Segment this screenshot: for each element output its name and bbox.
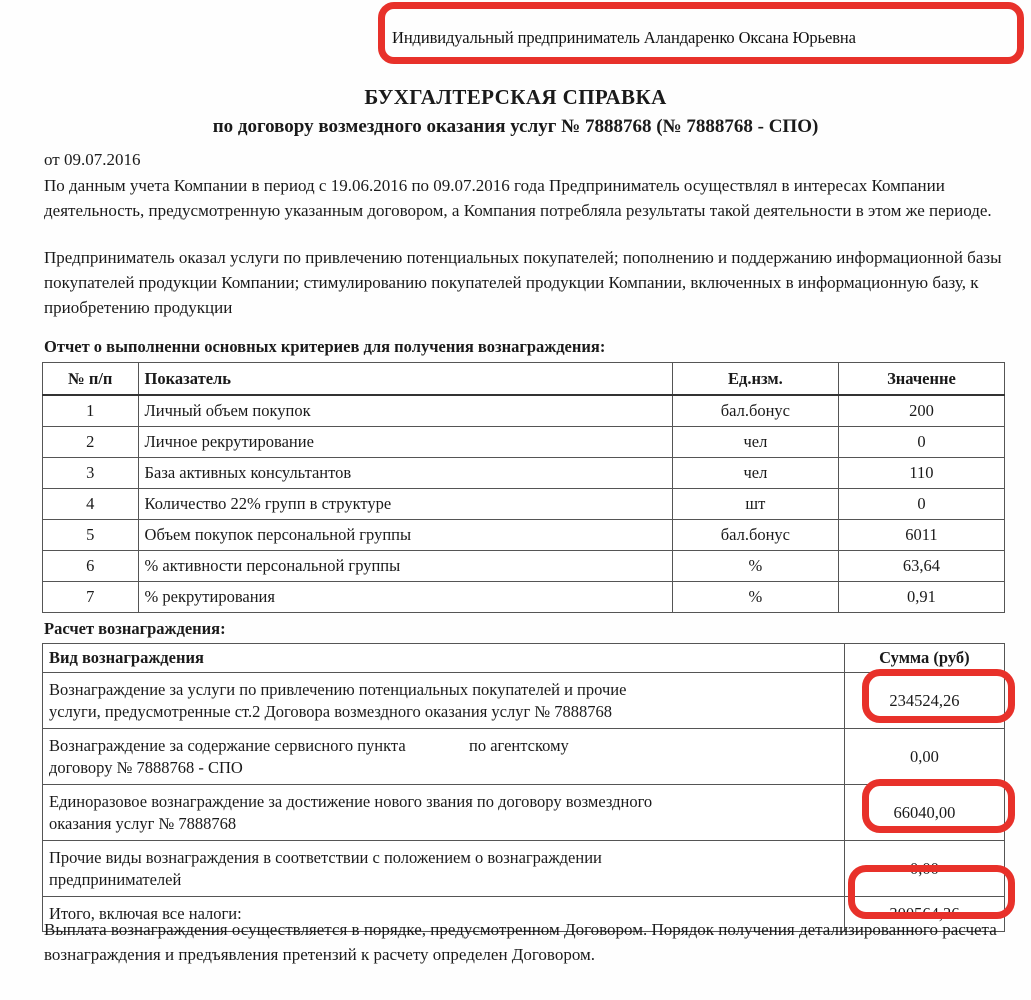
cell-unit: чел xyxy=(672,427,838,458)
cell-value: 110 xyxy=(838,458,1004,489)
criteria-table xyxy=(42,362,1005,613)
cell-indicator: % активности персональной группы xyxy=(138,551,672,582)
column-header-value: Значенне xyxy=(838,363,1004,396)
table-row xyxy=(43,582,1005,613)
body-paragraph-1: По данным учета Компании в период с 19.06.2016 по 09.07.2016 года Предприниматель осуществлял в интересах Компании деятельность, предусмотренную указанным договором, а Компания потребляла результаты такой деятельности в этом же периоде. xyxy=(44,176,992,220)
cell-amount: 234524,26 xyxy=(844,673,1004,729)
cell-value: 0,91 xyxy=(838,582,1004,613)
column-header-indicator: Показатель xyxy=(138,363,672,396)
reward-line-2: услуги, предусмотренные ст.2 Договора возмездного оказания услуг № 7888768 xyxy=(49,701,612,721)
table-header-row xyxy=(43,363,1005,396)
document-subtitle: по договору возмездного оказания услуг № 7888768 (№ 7888768 - СПО) xyxy=(212,116,819,137)
column-header-unit: Ед.нзм. xyxy=(672,363,838,396)
cell-value: 0 xyxy=(838,427,1004,458)
cell-value: 6011 xyxy=(838,520,1004,551)
cell-unit: чел xyxy=(672,458,838,489)
cell-indicator: Личное рекрутирование xyxy=(138,427,672,458)
table-row xyxy=(43,427,1005,458)
table-row xyxy=(43,673,1005,729)
table-row xyxy=(43,520,1005,551)
table-header-row xyxy=(43,644,1005,673)
reward-line-2: предпринимателей xyxy=(49,869,182,889)
cell-indicator: База активных консультантов xyxy=(138,458,672,489)
cell-amount: 0,00 xyxy=(844,729,1004,785)
calculation-table xyxy=(42,643,1005,932)
cell-unit: % xyxy=(672,582,838,613)
cell-indicator: Объем покупок персональной группы xyxy=(138,520,672,551)
column-header-reward-type: Вид вознаграждения xyxy=(43,644,845,673)
cell-unit: бал.бонус xyxy=(672,395,838,427)
column-header-amount: Сумма (руб) xyxy=(844,644,1004,673)
table-row xyxy=(43,785,1005,841)
cell-value: 0 xyxy=(838,489,1004,520)
cell-number: 1 xyxy=(43,395,139,427)
table-row xyxy=(43,551,1005,582)
cell-reward-type xyxy=(43,785,845,841)
cell-indicator: % рекрутирования xyxy=(138,582,672,613)
cell-indicator: Личный объем покупок xyxy=(138,395,672,427)
reward-line-1: Вознаграждение за услуги по привлечению потенциальных покупателей и прочие xyxy=(49,679,627,699)
cell-unit: бал.бонус xyxy=(672,520,838,551)
cell-reward-type xyxy=(43,729,845,785)
table-row xyxy=(43,841,1005,897)
cell-amount: 0,00 xyxy=(844,841,1004,897)
cell-value: 63,64 xyxy=(838,551,1004,582)
cell-indicator: Количество 22% групп в структуре xyxy=(138,489,672,520)
cell-value: 200 xyxy=(838,395,1004,427)
cell-number: 4 xyxy=(43,489,139,520)
table-row xyxy=(43,458,1005,489)
cell-unit: шт xyxy=(672,489,838,520)
reward-line-1-wrap xyxy=(49,735,838,757)
organization-header-text: Индивидуальный предприниматель Аландаренко Оксана Юрьевна xyxy=(392,28,856,47)
cell-number: 5 xyxy=(43,520,139,551)
criteria-section-caption: Отчет о выполненни основных критериев для получения вознаграждения: xyxy=(44,337,606,356)
cell-total-label: Итого, включая все налоги: xyxy=(43,897,845,932)
document-date: от 09.07.2016 xyxy=(44,150,141,169)
reward-line-2: оказания услуг № 7888768 xyxy=(49,813,237,833)
cell-reward-type xyxy=(43,673,845,729)
reward-line-1: Единоразовое вознаграждение за достижение нового звания по договору возмездного xyxy=(49,791,653,811)
cell-number: 7 xyxy=(43,582,139,613)
cell-unit: % xyxy=(672,551,838,582)
cell-total-amount: 300564,26 xyxy=(844,897,1004,932)
reward-line-1-right: по агентскому xyxy=(469,735,569,755)
column-header-number: № п/п xyxy=(43,363,139,396)
body-paragraph-2: Предприниматель оказал услуги по привлечению потенциальных покупателей; пополнению и поддержанию информационной базы покупателей продукции Компании; стимулированию покупателей продукции Компании, включенных в информационную базу, к приобретению продукции xyxy=(44,248,1002,317)
cell-number: 2 xyxy=(43,427,139,458)
reward-line-2: договору № 7888768 - СПО xyxy=(49,757,243,777)
footer-paragraph: Выплата вознаграждения осуществляется в порядке, предусмотренном Договором. Порядок получения детализированного расчета вознаграждения и предъявления претензий к расчету определен Договором. xyxy=(44,920,997,964)
cell-amount: 66040,00 xyxy=(844,785,1004,841)
document-title: БУХГАЛТЕРСКАЯ СПРАВКА xyxy=(364,85,667,109)
cell-number: 6 xyxy=(43,551,139,582)
table-row xyxy=(43,489,1005,520)
cell-reward-type xyxy=(43,841,845,897)
table-row xyxy=(43,395,1005,427)
cell-number: 3 xyxy=(43,458,139,489)
reward-line-1: Прочие виды вознаграждения в соответствии с положением о вознаграждении xyxy=(49,847,602,867)
reward-line-1: Вознаграждение за содержание сервисного пункта xyxy=(49,735,406,755)
table-row xyxy=(43,729,1005,785)
calculation-section-caption: Расчет вознаграждения: xyxy=(44,619,226,638)
